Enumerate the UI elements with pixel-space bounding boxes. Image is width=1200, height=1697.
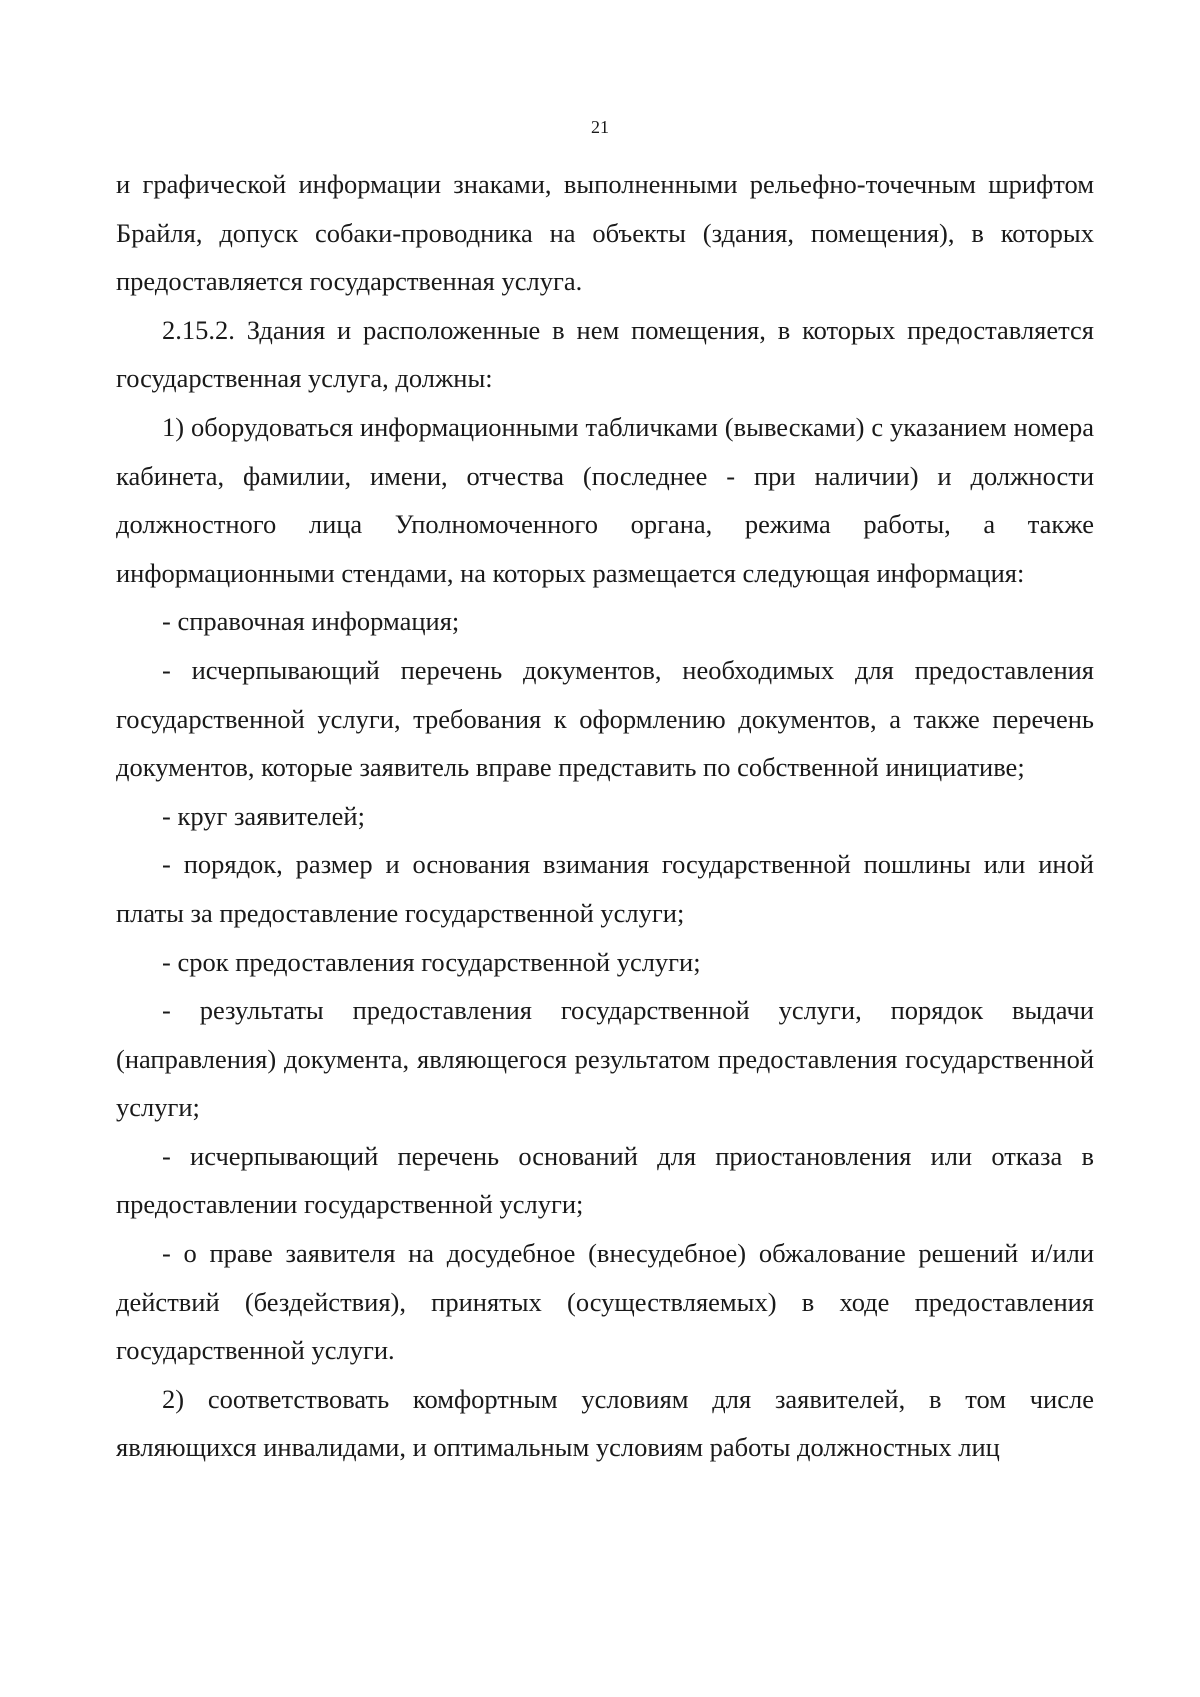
- paragraph-section-2-15-2: 2.15.2. Здания и расположенные в нем помещения, в которых предоставляется государственная услуга, должны:: [116, 314, 1094, 394]
- page-number: 21: [591, 117, 609, 137]
- paragraph-continuation: и графической информации знаками, выполненными рельефно-точечным шрифтом Брайля, допуск собаки-проводника на объекты (здания, помещения), в которых предоставляется государственная услуга.: [116, 169, 1094, 297]
- paragraph-item-2: 2) соответствовать комфортным условиям для заявителей, в том числе являющихся инвалидами, и оптимальным условиям работы должностных лиц: [116, 1383, 1094, 1463]
- list-item: - справочная информация;: [162, 606, 460, 637]
- list-item: - порядок, размер и основания взимания государственной пошлины или иной платы за предоставление государственной услуги;: [116, 849, 1094, 928]
- list-item: - круг заявителей;: [162, 800, 365, 831]
- paragraph-item-1: 1) оборудоваться информационными табличками (вывесками) с указанием номера кабинета, фамилии, имени, отчества (последнее - при наличии) и должности должностного лица Уполномоченного органа, режима работы, а также информационными стендами, на которых размещается следующая информация:: [116, 411, 1094, 588]
- list-item: - исчерпывающий перечень оснований для приостановления или отказа в предоставлении государственной услуги;: [116, 1140, 1094, 1220]
- list-item: - срок предоставления государственной услуги;: [162, 946, 701, 977]
- list-item: - о праве заявителя на досудебное (внесудебное) обжалование решений и/или действий (бездействия), принятых (осуществляемых) в ходе предоставления государственной услуги.: [116, 1238, 1094, 1366]
- list-item: - результаты предоставления государственной услуги, порядок выдачи (направления) документа, являющегося результатом предоставления государственной услуги;: [116, 995, 1094, 1123]
- body-text: [116, 160, 1094, 1472]
- list-item: - исчерпывающий перечень документов, необходимых для предоставления государственной услуги, требования к оформлению документов, а также перечень документов, которые заявитель вправе представить по собственной инициативе;: [116, 654, 1094, 783]
